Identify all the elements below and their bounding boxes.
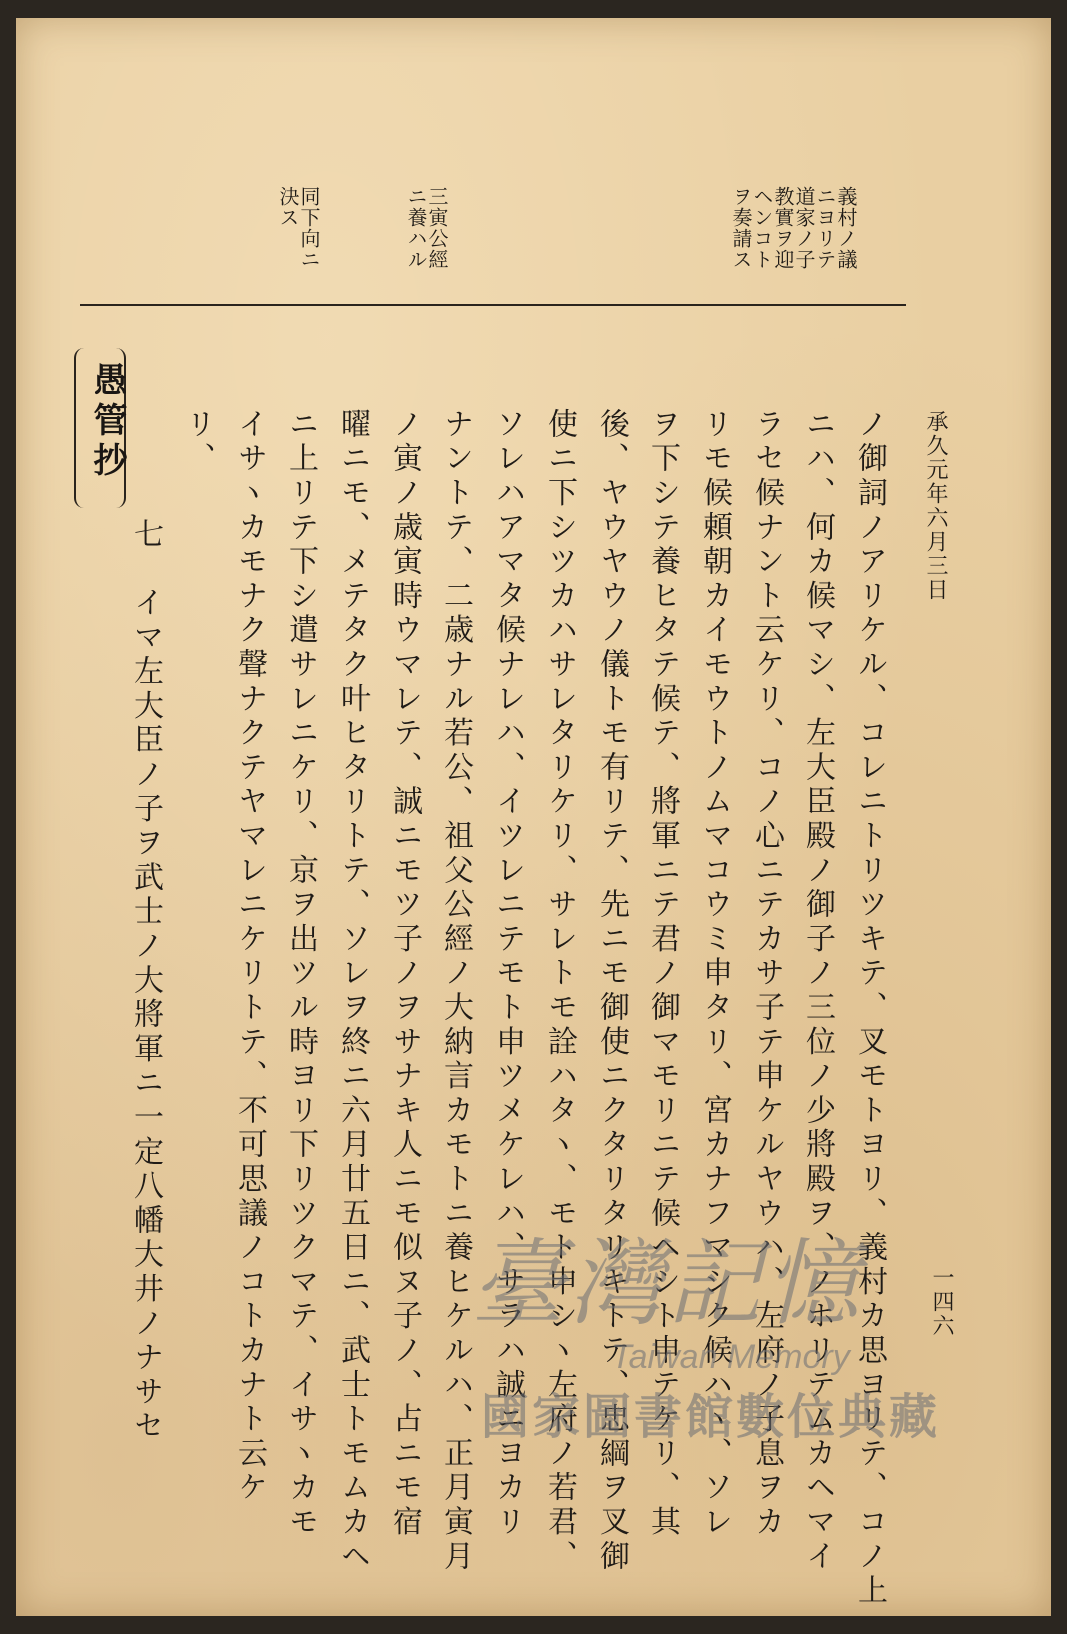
body-line: ノ御詞ノアリケル、コレニトリツキテ、叉モトヨリ、義村カ思ヨリテ、コノ上 (852, 408, 887, 1609)
margin-note: 道家ノ子 (792, 186, 816, 270)
body-line: ノ寅ノ歳寅時ウマレテ、誠ニモツ子ノヲサナキ人ニモ似ヌ子ノ、占ニモ宿 (387, 408, 422, 1540)
body-line: ヲ下シテ養ヒタテ候テ、將軍ニテ君ノ御マモリニテ候ヘシト申テケリ、其 (645, 408, 680, 1540)
page-heading: 承久元年六月三日 (923, 410, 948, 602)
body-line: ナントテ、二歳ナル若公、祖父公經ノ大納言カモトニ養ヒケルハ、正月寅月 (438, 408, 473, 1575)
margin-note: 決ス (276, 186, 300, 228)
margin-note: 義村ノ議 (834, 186, 858, 270)
margin-note: ヘンコト (750, 186, 774, 270)
book-title-box (74, 348, 126, 508)
watermark-sub: 國家圖書館數位典藏 (481, 1389, 941, 1445)
body-line: 曜ニモ、メテタク叶ヒタリトテ、ソレヲ終ニ六月廿五日ニ、武士トモムカヘ (335, 408, 370, 1575)
margin-note: ニ養ハル (404, 186, 428, 270)
body-line: 七 イマ左大臣ノ子ヲ武士ノ大將軍ニ一定八幡大井ノナサセ (128, 518, 163, 1445)
body-line: イサヽカモナク聲ナクテヤマレニケリトテ、不可思議ノコトカナト云ケ (232, 408, 267, 1506)
body-line: ニハ、何カ候マシ、左大臣殿ノ御子ノ三位ノ少將殿ヲ、ノホリテムカヘマイ (800, 408, 835, 1575)
watermark-main: 臺灣記憶 (471, 1230, 864, 1339)
margin-note: ニヨリテ (813, 186, 837, 270)
body-line: ニ上リテ下シ遣サレニケリ、京ヲ出ツル時ヨリ下リツクマテ、イサヽカモ (283, 408, 318, 1540)
library-watermark (471, 1178, 971, 1448)
body-line: 後、ヤウヤウノ儀トモ有リテ、先ニモ御使ニクタリタリキトテ、忠綱ヲ叉御 (594, 408, 629, 1575)
body-line: リモ候頼朝カイモウトノムマコウミ申タリ、宮カナフマシク候ハヽ、ソレ (697, 408, 732, 1540)
watermark-english: Taiwan Memory (611, 1338, 850, 1376)
body-line: 使ニ下シツカハサレタリケリ、サレトモ詮ハタヽ、モト申シヽ左府ノ若君、 (542, 408, 577, 1575)
margin-note: ヲ奏請ス (729, 186, 753, 270)
book-page (16, 18, 1051, 1616)
book-title: 愚管抄 (87, 362, 127, 482)
margin-note: 同下向ニ (297, 186, 321, 270)
margin-note: 教實ヲ迎 (771, 186, 795, 270)
body-line: ソレハアマタ候ナレハ、イツレニテモト申ツメケレハ、サラハ誠ニヨカリ (490, 408, 525, 1540)
margin-note: 三寅公經 (425, 186, 449, 270)
page-number: 一四六 (929, 1266, 954, 1338)
body-line: ラセ候ナント云ケリ、コノ心ニテカサ子テ申ケルヤウハ、左府ノ子息ヲカ (749, 408, 784, 1540)
body-line: リ、 (180, 408, 215, 477)
divider-line (80, 304, 906, 306)
